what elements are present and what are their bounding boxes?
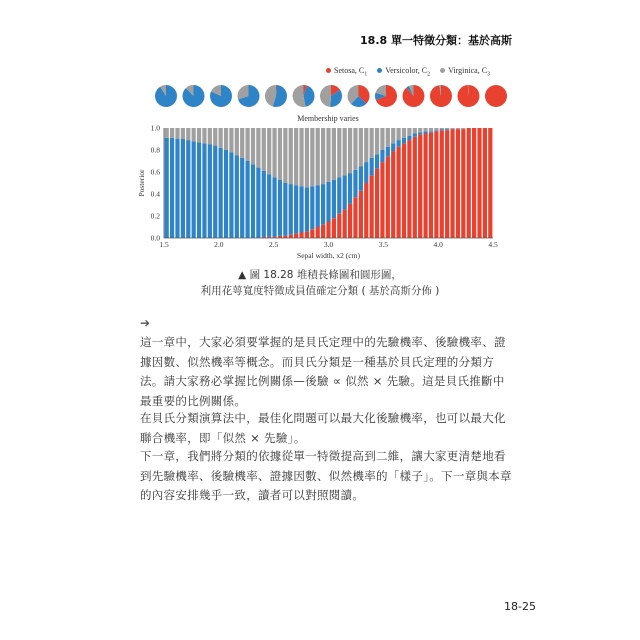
bar-segment-virginica bbox=[423, 128, 427, 131]
pie-row bbox=[155, 85, 507, 107]
bar-segment-virginica bbox=[219, 128, 223, 148]
legend-label: Setosa, C bbox=[334, 66, 365, 75]
x-tick-label: 2.5 bbox=[268, 240, 279, 249]
bar-segment-versicolor bbox=[186, 140, 190, 238]
bar-segment-versicolor bbox=[380, 150, 384, 162]
bar-segment-virginica bbox=[461, 128, 465, 129]
bar-segment-versicolor bbox=[359, 167, 363, 191]
bar-segment-setosa bbox=[294, 234, 298, 238]
bar-segment-virginica bbox=[321, 128, 325, 184]
legend-label: Virginica, C bbox=[448, 66, 488, 75]
bar-segment-versicolor bbox=[240, 158, 244, 238]
bar-segment-virginica bbox=[262, 128, 266, 171]
bar-segment-setosa bbox=[359, 191, 363, 238]
bar-segment-versicolor bbox=[321, 184, 325, 225]
bar-segment-virginica bbox=[165, 128, 169, 138]
bar-segment-versicolor bbox=[434, 130, 438, 131]
bar-segment-virginica bbox=[348, 128, 352, 173]
pie-row-title: Membership varies bbox=[297, 114, 359, 123]
y-tick-label: 0.4 bbox=[150, 189, 160, 199]
pie-chart bbox=[375, 85, 397, 107]
bar-segment-setosa bbox=[316, 227, 320, 238]
bar-segment-virginica bbox=[272, 128, 276, 178]
bar-segment-versicolor bbox=[299, 186, 303, 232]
bar-segment-versicolor bbox=[445, 129, 449, 130]
bar-segment-versicolor bbox=[229, 152, 233, 238]
bar-segment-versicolor bbox=[343, 175, 347, 209]
bar-segment-setosa bbox=[418, 135, 422, 238]
bar-segment-versicolor bbox=[272, 178, 276, 237]
bar-segment-versicolor bbox=[386, 147, 390, 157]
bar-segment-virginica bbox=[413, 128, 417, 134]
pie-slice bbox=[485, 85, 507, 107]
bar-segment-virginica bbox=[299, 128, 303, 186]
bar-segment-setosa bbox=[488, 128, 492, 238]
bar-segment-virginica bbox=[278, 128, 282, 180]
pie-chart bbox=[182, 85, 204, 107]
bar-segment-versicolor bbox=[213, 146, 217, 238]
pie-chart bbox=[402, 85, 424, 107]
bar-plot bbox=[165, 128, 493, 238]
bar-segment-versicolor bbox=[197, 142, 201, 238]
figure-caption-line1 bbox=[0, 267, 640, 283]
bar-segment-setosa bbox=[423, 134, 427, 239]
bar-segment-virginica bbox=[418, 128, 422, 132]
bar-segment-versicolor bbox=[370, 158, 374, 176]
bar-segment-virginica bbox=[370, 128, 374, 158]
bar-segment-versicolor bbox=[391, 143, 395, 151]
paragraph-2: 在貝氏分類演算法中，最佳化問題可以最大化後驗機率，也可以最大化聯合機率，即「似然 × 先驗」。 bbox=[140, 411, 506, 445]
legend-label-subscript: 3 bbox=[487, 71, 491, 78]
x-tick-label: 1.5 bbox=[159, 240, 169, 249]
bar-segment-versicolor bbox=[423, 131, 427, 133]
bar-segment-virginica bbox=[386, 128, 390, 147]
bar-segment-virginica bbox=[332, 128, 336, 180]
bar-segment-setosa bbox=[407, 140, 411, 238]
bar-segment-setosa bbox=[461, 129, 465, 238]
bar-segment-virginica bbox=[305, 128, 309, 187]
bar-segment-virginica bbox=[181, 128, 185, 139]
bar-segment-virginica bbox=[456, 128, 460, 129]
bar-segment-virginica bbox=[364, 128, 368, 162]
pie-chart bbox=[293, 85, 315, 107]
y-axis-label: Posterior bbox=[137, 169, 146, 197]
bar-segment-setosa bbox=[326, 222, 330, 239]
bar-segment-versicolor bbox=[326, 182, 330, 222]
x-tick-label: 4.5 bbox=[488, 240, 498, 249]
bar-segment-virginica bbox=[240, 128, 244, 158]
bar-segment-setosa bbox=[450, 129, 454, 238]
bar-segment-setosa bbox=[391, 151, 395, 238]
bar-segment-setosa bbox=[456, 129, 460, 238]
figure-chart bbox=[0, 0, 640, 300]
bar-segment-versicolor bbox=[202, 143, 206, 238]
pie-slice bbox=[155, 85, 177, 107]
pie-slice bbox=[320, 85, 331, 107]
bar-segment-setosa bbox=[380, 162, 384, 238]
bar-segment-virginica bbox=[440, 128, 444, 129]
x-tick-label: 3.0 bbox=[323, 240, 334, 249]
caption-text-1: 堆積長條圖和圓形圖， bbox=[296, 269, 402, 281]
bar-segment-versicolor bbox=[175, 139, 179, 238]
bar-segment-versicolor bbox=[402, 138, 406, 144]
bar-segment-virginica bbox=[213, 128, 217, 146]
bar-segment-versicolor bbox=[267, 174, 271, 237]
bar-segment-setosa bbox=[472, 128, 476, 238]
bar-segment-virginica bbox=[326, 128, 330, 182]
bar-segment-virginica bbox=[316, 128, 320, 185]
bar-segment-virginica bbox=[359, 128, 363, 167]
pie-chart bbox=[265, 85, 287, 107]
bar-segment-setosa bbox=[310, 229, 314, 238]
bar-segment-versicolor bbox=[219, 148, 223, 238]
bar-segment-virginica bbox=[235, 128, 239, 156]
bar-segment-versicolor bbox=[235, 156, 239, 239]
bar-segment-setosa bbox=[370, 175, 374, 238]
bar-segment-virginica bbox=[380, 128, 384, 150]
bar-segment-virginica bbox=[267, 128, 271, 174]
bar-segment-versicolor bbox=[289, 184, 293, 235]
bar-segment-virginica bbox=[375, 128, 379, 154]
pie-chart bbox=[457, 85, 479, 107]
bar-segment-virginica bbox=[229, 128, 233, 152]
bar-segment-versicolor bbox=[348, 173, 352, 204]
bar-segment-versicolor bbox=[310, 186, 314, 229]
arrow-right-icon: ➔ bbox=[140, 316, 151, 330]
bar-segment-virginica bbox=[192, 128, 196, 141]
bar-segment-versicolor bbox=[245, 161, 249, 238]
pie-chart bbox=[485, 85, 507, 107]
x-tick-label: 4.0 bbox=[433, 240, 443, 249]
bar-segment-setosa bbox=[305, 231, 309, 238]
bar-segment-versicolor bbox=[413, 134, 417, 137]
bar-segment-setosa bbox=[364, 183, 368, 238]
bar-segment-setosa bbox=[445, 130, 449, 238]
bar-segment-versicolor bbox=[332, 180, 336, 219]
bar-segment-virginica bbox=[289, 128, 293, 184]
bar-segment-setosa bbox=[332, 218, 336, 238]
bar-segment-virginica bbox=[256, 128, 260, 168]
y-tick-label: 1.0 bbox=[150, 123, 160, 133]
bar-segment-versicolor bbox=[429, 131, 433, 132]
bar-segment-versicolor bbox=[262, 171, 266, 237]
pie-chart bbox=[430, 85, 452, 107]
bar-segment-versicolor bbox=[208, 145, 212, 239]
bar-segment-setosa bbox=[483, 128, 487, 238]
bar-segment-setosa bbox=[337, 214, 341, 238]
bar-segment-virginica bbox=[294, 128, 298, 185]
bar-segment-virginica bbox=[450, 128, 454, 129]
bar-segment-versicolor bbox=[224, 150, 228, 238]
bar-segment-versicolor bbox=[418, 132, 422, 134]
pie-chart bbox=[238, 85, 260, 107]
bar-segment-versicolor bbox=[364, 162, 368, 183]
bar-segment-versicolor bbox=[316, 185, 320, 227]
bar-segment-virginica bbox=[197, 128, 201, 142]
bar-segment-versicolor bbox=[278, 180, 282, 236]
section-header: 18.8 單一特徵分類：基於高斯 bbox=[360, 34, 512, 47]
bar-segment-setosa bbox=[299, 233, 303, 239]
bar-segment-setosa bbox=[386, 157, 390, 238]
legend-label: Versicolor, C bbox=[385, 66, 428, 75]
x-axis-label: Sepal width, x2 (cm) bbox=[297, 251, 360, 260]
bar-segment-virginica bbox=[186, 128, 190, 140]
bar-segment-virginica bbox=[283, 128, 287, 183]
bar-segment-setosa bbox=[467, 128, 471, 238]
bar-segment-virginica bbox=[310, 128, 314, 186]
bar-segment-versicolor bbox=[305, 187, 309, 231]
legend-label-subscript: 1 bbox=[364, 71, 368, 78]
bar-segment-setosa bbox=[429, 132, 433, 238]
bar-segment-virginica bbox=[175, 128, 179, 139]
bar-segment-virginica bbox=[224, 128, 228, 150]
bar-segment-setosa bbox=[343, 209, 347, 238]
bar-segment-virginica bbox=[397, 128, 401, 140]
y-tick-label: 0.6 bbox=[150, 167, 160, 177]
bar-segment-versicolor bbox=[337, 178, 341, 214]
x-tick-label: 3.5 bbox=[378, 240, 389, 249]
x-tick-label: 2.0 bbox=[214, 240, 224, 249]
y-tick-label: 0.8 bbox=[150, 145, 160, 155]
bar-segment-versicolor bbox=[375, 154, 379, 168]
bar-segment-virginica bbox=[429, 128, 433, 131]
bar-segment-setosa bbox=[375, 169, 379, 238]
bar-segment-virginica bbox=[343, 128, 347, 175]
bar-segment-versicolor bbox=[397, 140, 401, 147]
bar-segment-virginica bbox=[251, 128, 255, 164]
paragraph-3: 下一章，我們將分類的依據從單一特徵提高到二維，讓大家更清楚地看到先驗機率、後驗機率、證據因數、似然機率的「樣子」。下一章與本章的內容安排幾乎一致，讀者可以對照閱讀。 bbox=[140, 449, 512, 502]
bar-segment-setosa bbox=[353, 197, 357, 238]
paragraph-1: 這一章中，大家必須要掌握的是貝氏定理中的先驗機率、後驗機率、證據因數、似然機率等概念。而貝氏分類是一種基於貝氏定理的分類方法。請大家務必掌握比例關係—後驗 ∝ 似然 × 先驗。這是貝氏推斷中最重要的比例關係。 bbox=[140, 335, 506, 408]
bar-segment-virginica bbox=[170, 128, 174, 138]
bar-segment-versicolor bbox=[165, 138, 169, 238]
bar-segment-setosa bbox=[321, 225, 325, 238]
bar-segment-versicolor bbox=[294, 185, 298, 233]
bar-segment-setosa bbox=[397, 147, 401, 238]
bar-segment-versicolor bbox=[256, 168, 260, 238]
bar-segment-setosa bbox=[477, 128, 481, 238]
bar-segment-versicolor bbox=[192, 141, 196, 238]
bar-segment-versicolor bbox=[440, 129, 444, 130]
bar-segment-virginica bbox=[208, 128, 212, 145]
bar-segment-versicolor bbox=[251, 164, 255, 238]
bar-segment-virginica bbox=[407, 128, 411, 136]
y-tick-label: 0.0 bbox=[150, 233, 160, 243]
bar-segment-setosa bbox=[434, 131, 438, 238]
bar-segment-setosa bbox=[348, 204, 352, 238]
bar-segment-setosa bbox=[440, 130, 444, 238]
bar-segment-versicolor bbox=[283, 183, 287, 236]
bar-segment-virginica bbox=[402, 128, 406, 138]
bar-segment-virginica bbox=[445, 128, 449, 129]
bar-segment-setosa bbox=[413, 137, 417, 238]
y-tick-label: 0.2 bbox=[150, 211, 160, 221]
pie-chart bbox=[347, 85, 369, 107]
pie-chart bbox=[320, 85, 342, 107]
bar-segment-versicolor bbox=[181, 139, 185, 238]
page-number: 18-25 bbox=[504, 600, 536, 613]
caption-label: ▲ 圖 18.28 bbox=[238, 269, 294, 281]
bar-segment-versicolor bbox=[170, 138, 174, 238]
bar-segment-virginica bbox=[353, 128, 357, 170]
pie-chart bbox=[210, 85, 232, 107]
bar-segment-virginica bbox=[337, 128, 341, 178]
bar-segment-versicolor bbox=[407, 136, 411, 140]
pie-chart bbox=[155, 85, 177, 107]
bar-segment-virginica bbox=[434, 128, 438, 130]
bar-segment-setosa bbox=[289, 235, 293, 238]
figure-caption-line2: 利用花萼寬度特徵成員值確定分類 ( 基於高斯分佈 ) bbox=[200, 285, 440, 297]
legend-label-subscript: 2 bbox=[427, 71, 431, 78]
bar-segment-virginica bbox=[391, 128, 395, 143]
bar-segment-virginica bbox=[202, 128, 206, 143]
bar-segment-setosa bbox=[402, 143, 406, 238]
bar-segment-virginica bbox=[245, 128, 249, 161]
bar-segment-versicolor bbox=[353, 170, 357, 198]
